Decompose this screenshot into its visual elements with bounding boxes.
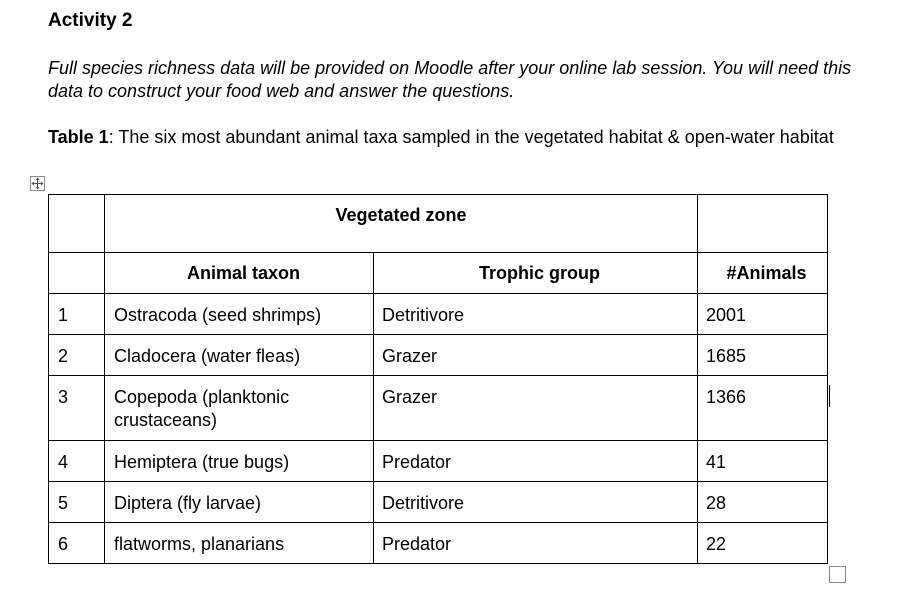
row-taxon[interactable]: Diptera (fly larvae) bbox=[105, 482, 374, 523]
header-trophic-group[interactable]: Trophic group bbox=[374, 253, 698, 294]
header-blank-cell[interactable] bbox=[49, 253, 105, 294]
table-row bbox=[49, 335, 828, 376]
table-resize-handle-icon[interactable] bbox=[829, 566, 846, 583]
zone-title[interactable]: Vegetated zone bbox=[105, 195, 698, 253]
row-number[interactable]: 2 bbox=[49, 335, 105, 376]
row-trophic-group[interactable]: Predator bbox=[374, 441, 698, 482]
row-trophic-group[interactable]: Detritivore bbox=[374, 482, 698, 523]
activity-heading: Activity 2 bbox=[48, 10, 133, 31]
table-row bbox=[49, 441, 828, 482]
row-count[interactable]: 28 bbox=[698, 482, 828, 523]
table-row bbox=[49, 523, 828, 564]
table-caption-text: : The six most abundant animal taxa sampled in the vegetated habitat & open-water habitat bbox=[108, 127, 834, 147]
table-caption bbox=[48, 126, 878, 149]
table-caption-label: Table 1 bbox=[48, 127, 109, 147]
row-taxon[interactable]: Hemiptera (true bugs) bbox=[105, 441, 374, 482]
species-table bbox=[48, 194, 828, 564]
zone-row-blank-left[interactable] bbox=[49, 195, 105, 253]
row-count[interactable]: 41 bbox=[698, 441, 828, 482]
table-row bbox=[49, 376, 828, 441]
text-cursor bbox=[829, 385, 830, 407]
row-number[interactable]: 1 bbox=[49, 294, 105, 335]
row-trophic-group[interactable]: Grazer bbox=[374, 376, 698, 441]
row-count[interactable]: 1685 bbox=[698, 335, 828, 376]
row-count[interactable]: 2001 bbox=[698, 294, 828, 335]
row-number[interactable]: 4 bbox=[49, 441, 105, 482]
zone-row-blank-right[interactable] bbox=[698, 195, 828, 253]
table-row bbox=[49, 482, 828, 523]
row-number[interactable]: 3 bbox=[49, 376, 105, 441]
table-row bbox=[49, 294, 828, 335]
row-taxon[interactable]: Copepoda (planktonic crustaceans) bbox=[105, 376, 374, 441]
row-taxon[interactable]: flatworms, planarians bbox=[105, 523, 374, 564]
row-count[interactable]: 22 bbox=[698, 523, 828, 564]
row-trophic-group[interactable]: Grazer bbox=[374, 335, 698, 376]
header-animal-count[interactable]: #Animals bbox=[698, 253, 828, 294]
row-trophic-group[interactable]: Detritivore bbox=[374, 294, 698, 335]
row-number[interactable]: 6 bbox=[49, 523, 105, 564]
row-taxon[interactable]: Ostracoda (seed shrimps) bbox=[105, 294, 374, 335]
row-count[interactable]: 1366 bbox=[698, 376, 828, 441]
header-animal-taxon[interactable]: Animal taxon bbox=[105, 253, 374, 294]
header-row bbox=[49, 253, 828, 294]
row-trophic-group[interactable]: Predator bbox=[374, 523, 698, 564]
table-move-handle-icon[interactable] bbox=[30, 176, 45, 191]
zone-row bbox=[49, 195, 828, 253]
row-number[interactable]: 5 bbox=[49, 482, 105, 523]
intro-paragraph: Full species richness data will be provided on Moodle after your online lab session. You will need this data to construct your food web and answer the questions. bbox=[48, 58, 852, 101]
row-taxon[interactable]: Cladocera (water fleas) bbox=[105, 335, 374, 376]
